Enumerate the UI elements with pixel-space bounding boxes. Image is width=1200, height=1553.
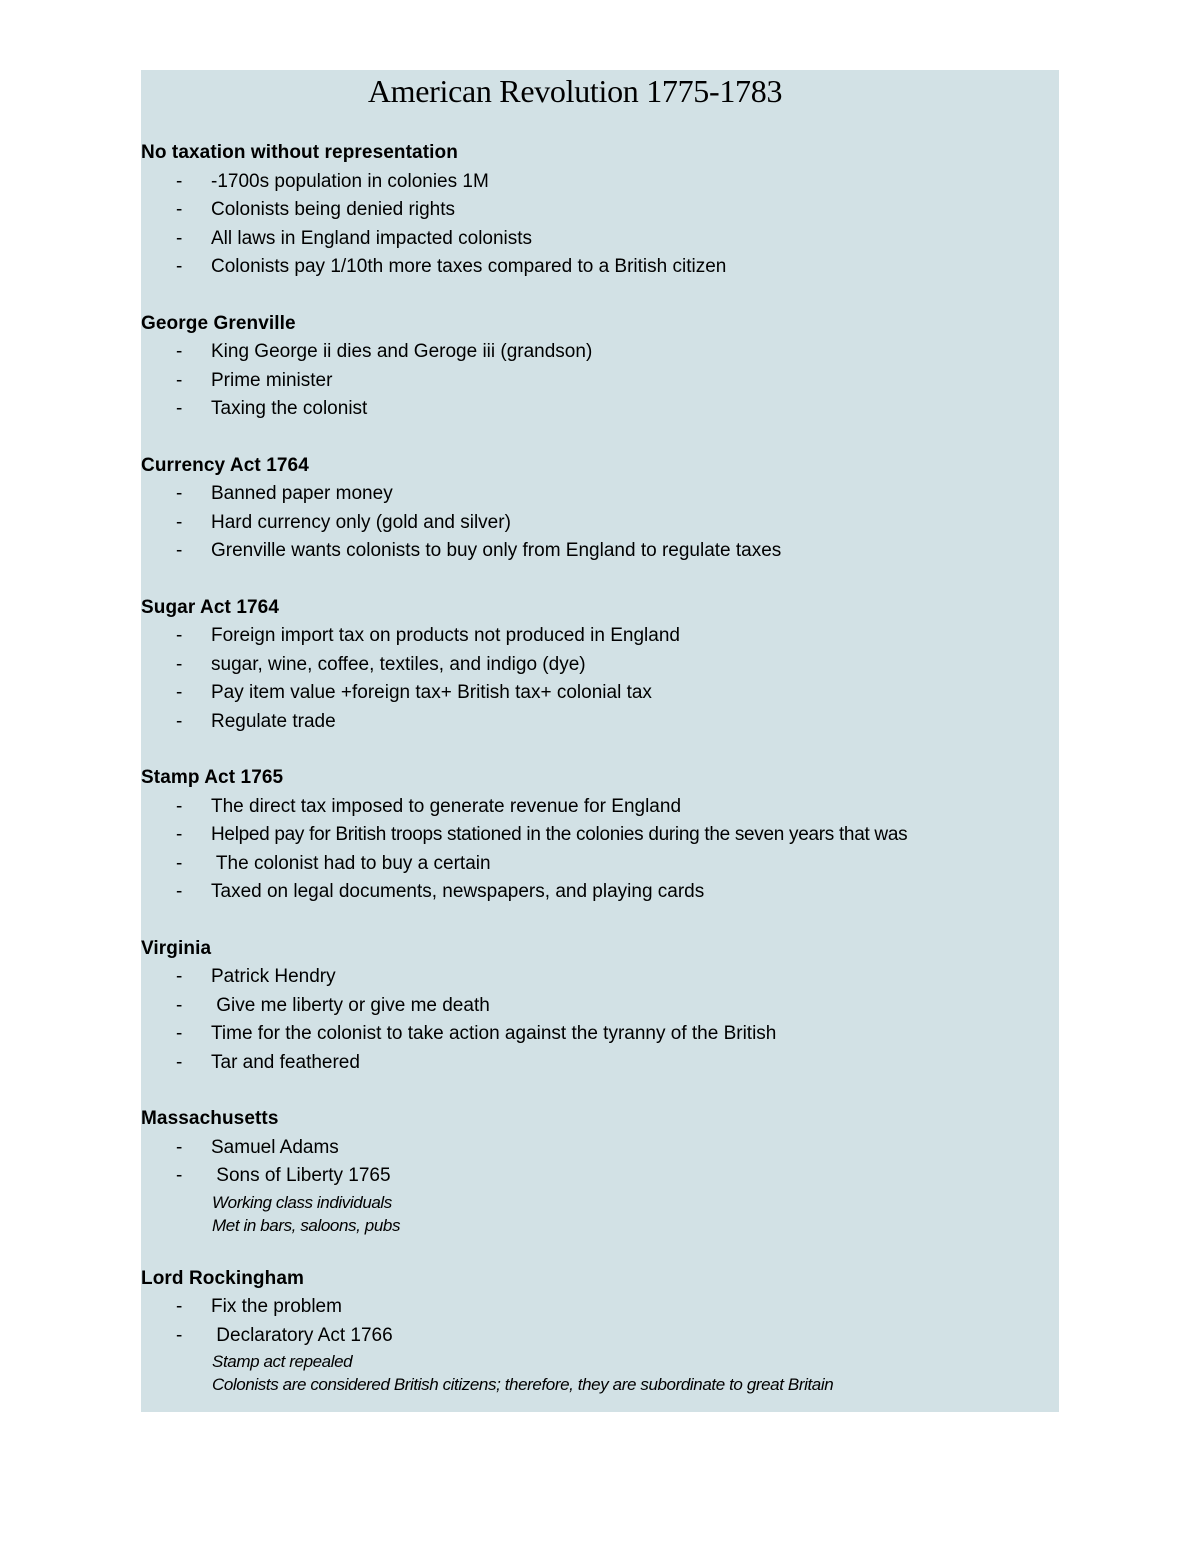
bullet-item: [141, 225, 1059, 254]
bullet-item: [141, 196, 1059, 225]
section-no-taxation: [141, 139, 1059, 282]
dash-icon: -: [176, 170, 183, 192]
bullet-text: Pay item value +foreign tax+ British tax+ colonial tax: [211, 682, 652, 703]
section-heading: Virginia: [141, 937, 212, 959]
bullet-text: Time for the colonist to take action against the tyranny of the British: [211, 1023, 777, 1044]
bullet-item: [141, 367, 1059, 396]
bullet-item: [141, 963, 1059, 992]
subnote-item: Working class individuals: [212, 1192, 392, 1212]
bullet-item: [141, 850, 1059, 879]
section-heading: Currency Act 1764: [141, 454, 309, 476]
bullet-item: [141, 1020, 1059, 1049]
bullet-text: Sons of Liberty 1765: [211, 1165, 391, 1186]
bullet-list: [141, 480, 1059, 566]
subnote-item: Stamp act repealed: [212, 1352, 353, 1371]
bullet-item: [141, 1293, 1059, 1322]
bullet-text: King George ii dies and Geroge iii (grandson): [211, 341, 593, 362]
dash-icon: -: [176, 852, 183, 874]
dash-icon: -: [176, 483, 183, 504]
dash-icon: -: [176, 398, 183, 419]
bullet-text: Regulate trade: [211, 710, 336, 732]
bullet-text: Helped pay for British troops stationed in the colonies during the seven years that was: [211, 824, 908, 845]
bullet-text: Colonists pay 1/10th more taxes compared to a British citizen: [211, 256, 727, 277]
bullet-item: [141, 537, 1059, 566]
dash-icon: -: [176, 341, 183, 362]
dash-icon: -: [176, 710, 183, 732]
bullet-item: [141, 992, 1059, 1021]
bullet-list: [141, 1293, 1059, 1350]
dash-icon: -: [176, 966, 183, 987]
bullet-item: [141, 878, 1059, 907]
section-virginia: [141, 935, 1059, 1078]
bullet-text: -1700s population in colonies 1M: [211, 170, 489, 192]
bullet-list: [141, 963, 1059, 1077]
bullet-item: [141, 651, 1059, 680]
bullet-item: [141, 338, 1059, 367]
bullet-text: The colonist had to buy a certain: [211, 852, 491, 874]
section-currency-act: [141, 452, 1059, 566]
bullet-item: [141, 1134, 1059, 1163]
bullet-item: [141, 708, 1059, 737]
dash-icon: -: [176, 1023, 183, 1044]
dash-icon: -: [176, 369, 183, 391]
dash-icon: -: [176, 256, 183, 277]
bullet-item: [141, 480, 1059, 509]
notes-sections: [141, 139, 1059, 1424]
section-sugar-act: [141, 594, 1059, 737]
bullet-item: [141, 253, 1059, 282]
bullet-text: Fix the problem: [211, 1296, 342, 1317]
bullet-item: [141, 168, 1059, 197]
dash-icon: -: [176, 1051, 183, 1073]
bullet-text: sugar, wine, coffee, textiles, and indigo (dye): [211, 653, 586, 675]
section-lord-rockingham: [141, 1265, 1059, 1397]
bullet-text: Prime minister: [211, 369, 333, 391]
bullet-list: [141, 1134, 1059, 1191]
dash-icon: -: [176, 1136, 183, 1158]
dash-icon: -: [176, 625, 183, 646]
section-heading: Lord Rockingham: [141, 1267, 305, 1289]
bullet-text: Declaratory Act 1766: [211, 1324, 393, 1346]
section-heading: Sugar Act 1764: [141, 596, 279, 618]
bullet-text: Taxed on legal documents, newspapers, and playing cards: [211, 881, 705, 902]
bullet-list: [141, 622, 1059, 736]
section-stamp-act: [141, 764, 1059, 907]
subnote-item: Met in bars, saloons, pubs: [212, 1215, 401, 1235]
bullet-text: Samuel Adams: [211, 1136, 339, 1158]
bullet-text: Colonists being denied rights: [211, 199, 455, 220]
bullet-text: Tar and feathered: [211, 1051, 360, 1073]
dash-icon: -: [176, 540, 183, 561]
bullet-list: [141, 793, 1059, 907]
bullet-text: Give me liberty or give me death: [211, 994, 490, 1016]
bullet-text: Banned paper money: [211, 483, 393, 504]
section-massachusetts: [141, 1105, 1059, 1237]
bullet-item: [141, 395, 1059, 424]
bullet-item: [141, 622, 1059, 651]
bullet-text: Hard currency only (gold and silver): [211, 511, 511, 533]
bullet-text: The direct tax imposed to generate revenue for England: [211, 795, 682, 817]
dash-icon: -: [176, 199, 183, 220]
section-george-grenville: [141, 310, 1059, 424]
document-title: American Revolution 1775-1783: [367, 73, 783, 109]
bullet-item: [141, 793, 1059, 822]
dash-icon: -: [176, 824, 183, 845]
bullet-text: Grenville wants colonists to buy only from England to regulate taxes: [211, 540, 782, 561]
bullet-item: [141, 1162, 1059, 1191]
subnote-list: [141, 1350, 1059, 1396]
subnote-list: [141, 1191, 1059, 1237]
bullet-item: [141, 1049, 1059, 1078]
section-heading: No taxation without representation: [141, 142, 458, 163]
dash-icon: -: [176, 994, 183, 1016]
section-heading: Massachusetts: [141, 1108, 279, 1129]
dash-icon: -: [176, 227, 183, 249]
dash-icon: -: [176, 511, 183, 533]
dash-icon: -: [176, 881, 183, 902]
bullet-list: [141, 168, 1059, 282]
section-heading: George Grenville: [141, 312, 296, 334]
dash-icon: -: [176, 682, 183, 703]
dash-icon: -: [176, 1324, 183, 1346]
bullet-item: [141, 821, 1059, 850]
section-heading: Stamp Act 1765: [141, 767, 284, 788]
dash-icon: -: [176, 1165, 183, 1186]
bullet-item: [141, 1322, 1059, 1351]
dash-icon: -: [176, 653, 183, 675]
dash-icon: -: [176, 1296, 183, 1317]
bullet-text: Taxing the colonist: [211, 398, 368, 419]
bullet-text: All laws in England impacted colonists: [211, 227, 533, 249]
bullet-text: Patrick Hendry: [211, 966, 336, 987]
bullet-list: [141, 338, 1059, 424]
bullet-text: Foreign import tax on products not produced in England: [211, 625, 680, 646]
bullet-item: [141, 509, 1059, 538]
subnote-item: Colonists are considered British citizens; therefore, they are subordinate to great Britain: [212, 1375, 834, 1394]
dash-icon: -: [176, 795, 183, 817]
bullet-item: [141, 679, 1059, 708]
